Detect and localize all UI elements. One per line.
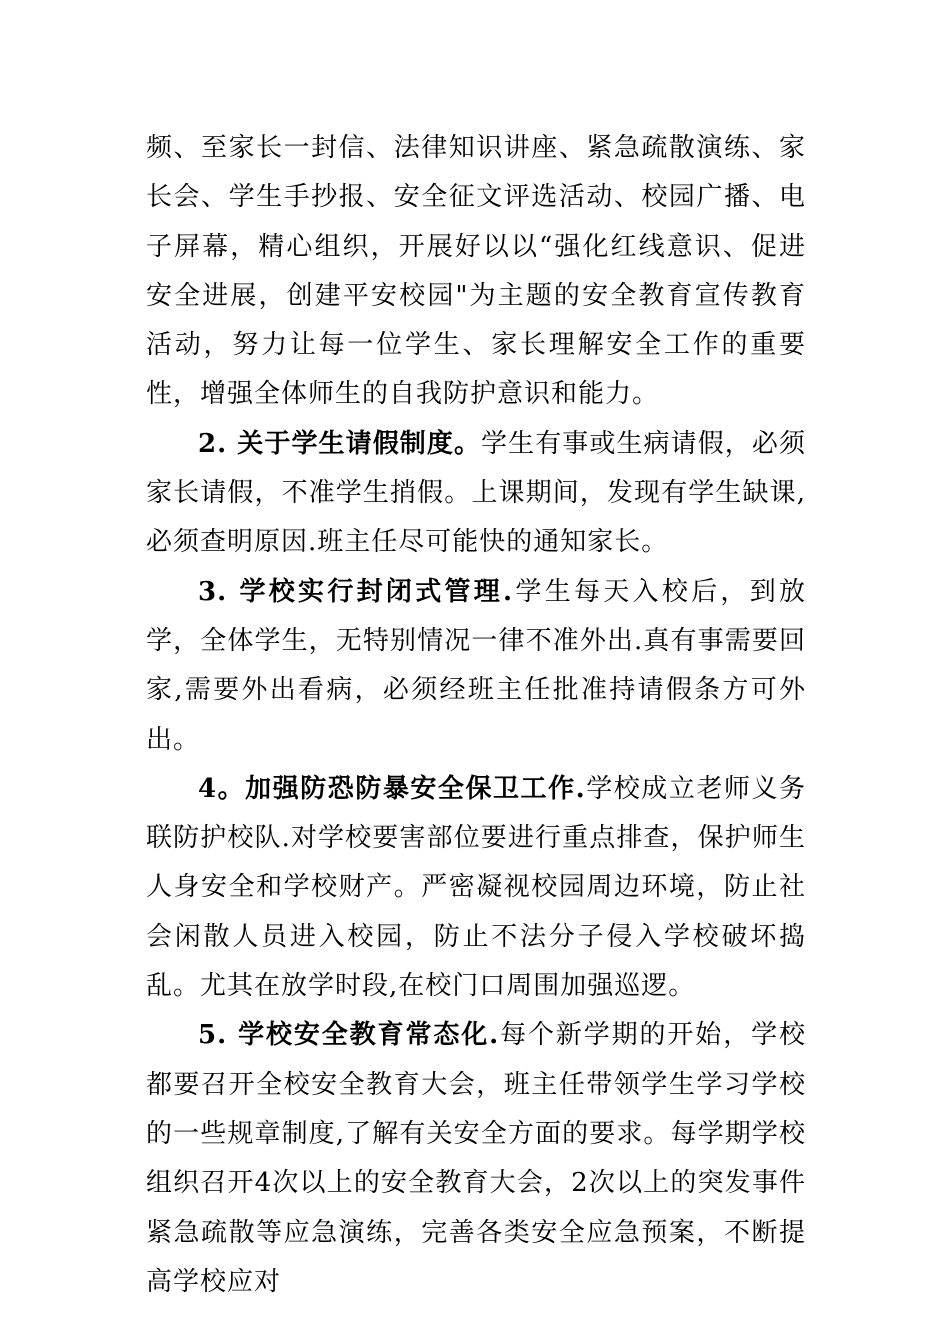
paragraph-text: 每个新学期的开始，学校都要召开全校安全教育大会，班主任带领学生学习学校的一些规章制度,了解有关安全方面的要求。每学期学校组织召开4次以上的安全教育大会，2次以上的突发事件紧急疏散等应急演练，完善各类安全应急预案，不断提高学校应对 [146, 1020, 806, 1297]
paragraph-number: 2. [198, 428, 238, 459]
paragraph-text: 频、至家长一封信、法律知识讲座、紧急疏散演练、家长会、学生手抄报、安全征文评选活动、校园广播、电子屏幕，精心组织，开展好以以“强化红线意识、促进安全进展，创建平安校园"为主题的安全教育宣传教育活动，努力让每一位学生、家长理解安全工作的重要性，增强全体师生的自我防护意识和能力。 [146, 133, 806, 410]
paragraph-5 [146, 1011, 806, 1307]
paragraph-2 [146, 420, 806, 568]
paragraph-heading: 学校安全教育常态化. [238, 1020, 500, 1051]
document-page [146, 124, 806, 1307]
paragraph-heading: 加强防恐防暴安全保卫工作. [245, 773, 586, 804]
paragraph-number: 3. [198, 576, 240, 607]
paragraph-heading: 关于学生请假制度。 [237, 428, 482, 459]
paragraph-text: 学校成立老师义务联防护校队.对学校要害部位要进行重点排查，保护师生人身安全和学校财产。严密凝视校园周边环境，防止社会闲散人员进入校园，防止不法分子侵入学校破坏捣乱。尤其在放学时段,在校门口周围加强巡逻。 [146, 773, 806, 1002]
paragraph-3 [146, 568, 806, 765]
paragraph-text: 学生有事或生病请假，必须家长请假，不准学生捎假。上课期间，发现有学生缺课,必须查明原因.班主任尽可能快的通知家长。 [146, 428, 806, 558]
paragraph-4 [146, 765, 806, 1011]
paragraph-number: 4。 [198, 773, 246, 804]
paragraph-1 [146, 124, 806, 420]
paragraph-heading: 学校实行封闭式管理. [239, 576, 514, 607]
paragraph-text: 学生每天入校后，到放学，全体学生，无特别情况一律不准外出.真有事需要回家,需要外出看病，必须经班主任批准持请假条方可外出。 [146, 576, 806, 755]
paragraph-number: 5. [198, 1020, 239, 1051]
